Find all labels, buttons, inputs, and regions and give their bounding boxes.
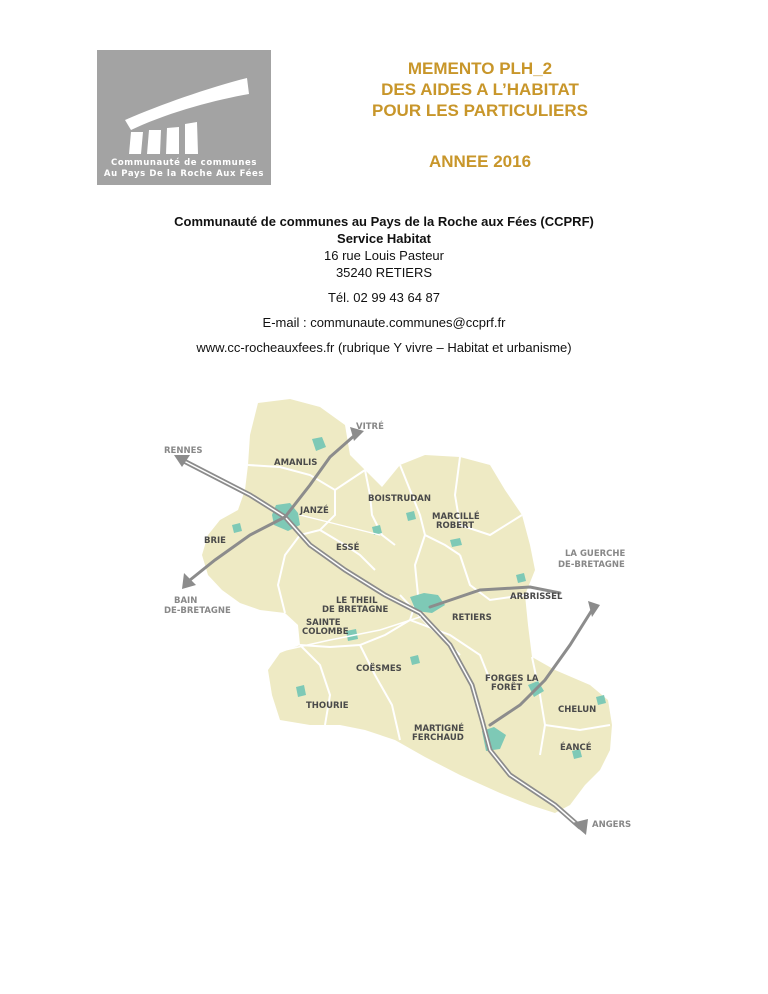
label-le-theil-1: LE THEIL	[336, 596, 378, 606]
label-brie: BRIE	[204, 536, 226, 546]
title-line1: MEMENTO PLH_2	[407, 59, 553, 78]
title-line2: DES AIDES A L’HABITAT	[381, 80, 579, 99]
territory-map	[160, 395, 650, 855]
logo-text-line1: Communauté de communes	[111, 158, 257, 168]
label-boistrudan: BOISTRUDAN	[368, 494, 431, 504]
label-la-guerche-1: LA GUERCHE	[565, 549, 626, 559]
contact-org: Communauté de communes au Pays de la Roche aux Fées (CCPRF)	[174, 214, 594, 229]
contact-email: E-mail : communaute.communes@ccprf.fr	[262, 315, 506, 330]
label-sainte-colombe-2: COLOMBE	[302, 627, 349, 637]
label-esse: ESSÉ	[336, 543, 360, 553]
label-martigne-1: MARTIGNÉ	[414, 724, 465, 734]
title-line3: POUR LES PARTICULIERS	[372, 101, 588, 120]
title-year: ANNEE 2016	[428, 152, 532, 171]
contact-website: www.cc-rocheauxfees.fr (rubrique Y vivre – Habitat et urbanisme)	[196, 340, 572, 355]
label-martigne-2: FERCHAUD	[412, 733, 464, 743]
contact-city: 35240 RETIERS	[335, 265, 433, 280]
label-coesmes: COËSMES	[356, 664, 402, 674]
label-janze: JANZÉ	[300, 506, 329, 516]
document-title	[300, 58, 660, 121]
label-forges-2: FORÊT	[491, 683, 523, 693]
contact-phone: Tél. 02 99 43 64 87	[327, 290, 441, 305]
ccprf-logo	[97, 50, 271, 185]
label-retiers: RETIERS	[452, 613, 492, 623]
label-le-theil-2: DE BRETAGNE	[322, 605, 389, 615]
label-rennes: RENNES	[164, 446, 203, 456]
label-eance: ÉANCÉ	[560, 743, 592, 753]
label-sainte-colombe-1: SAINTE	[306, 618, 341, 628]
label-bain-2: DE-BRETAGNE	[164, 606, 231, 616]
label-la-guerche-2: DE-BRETAGNE	[558, 560, 625, 570]
label-arbrissel: ARBRISSEL	[510, 592, 563, 602]
label-angers: ANGERS	[592, 820, 632, 830]
contact-street: 16 rue Louis Pasteur	[324, 248, 444, 263]
label-marcille-2: ROBERT	[436, 521, 475, 531]
label-amanlis: AMANLIS	[274, 458, 318, 468]
label-bain-1: BAIN	[174, 596, 198, 606]
label-forges-1: FORGES LA	[485, 674, 539, 684]
label-marcille-1: MARCILLÉ	[432, 512, 480, 522]
label-thourie: THOURIE	[306, 701, 349, 711]
logo-text-line2: Au Pays De la Roche Aux Fées	[103, 169, 265, 179]
contact-service: Service Habitat	[337, 231, 431, 246]
label-chelun: CHELUN	[558, 705, 597, 715]
label-vitre: VITRÉ	[356, 422, 384, 432]
